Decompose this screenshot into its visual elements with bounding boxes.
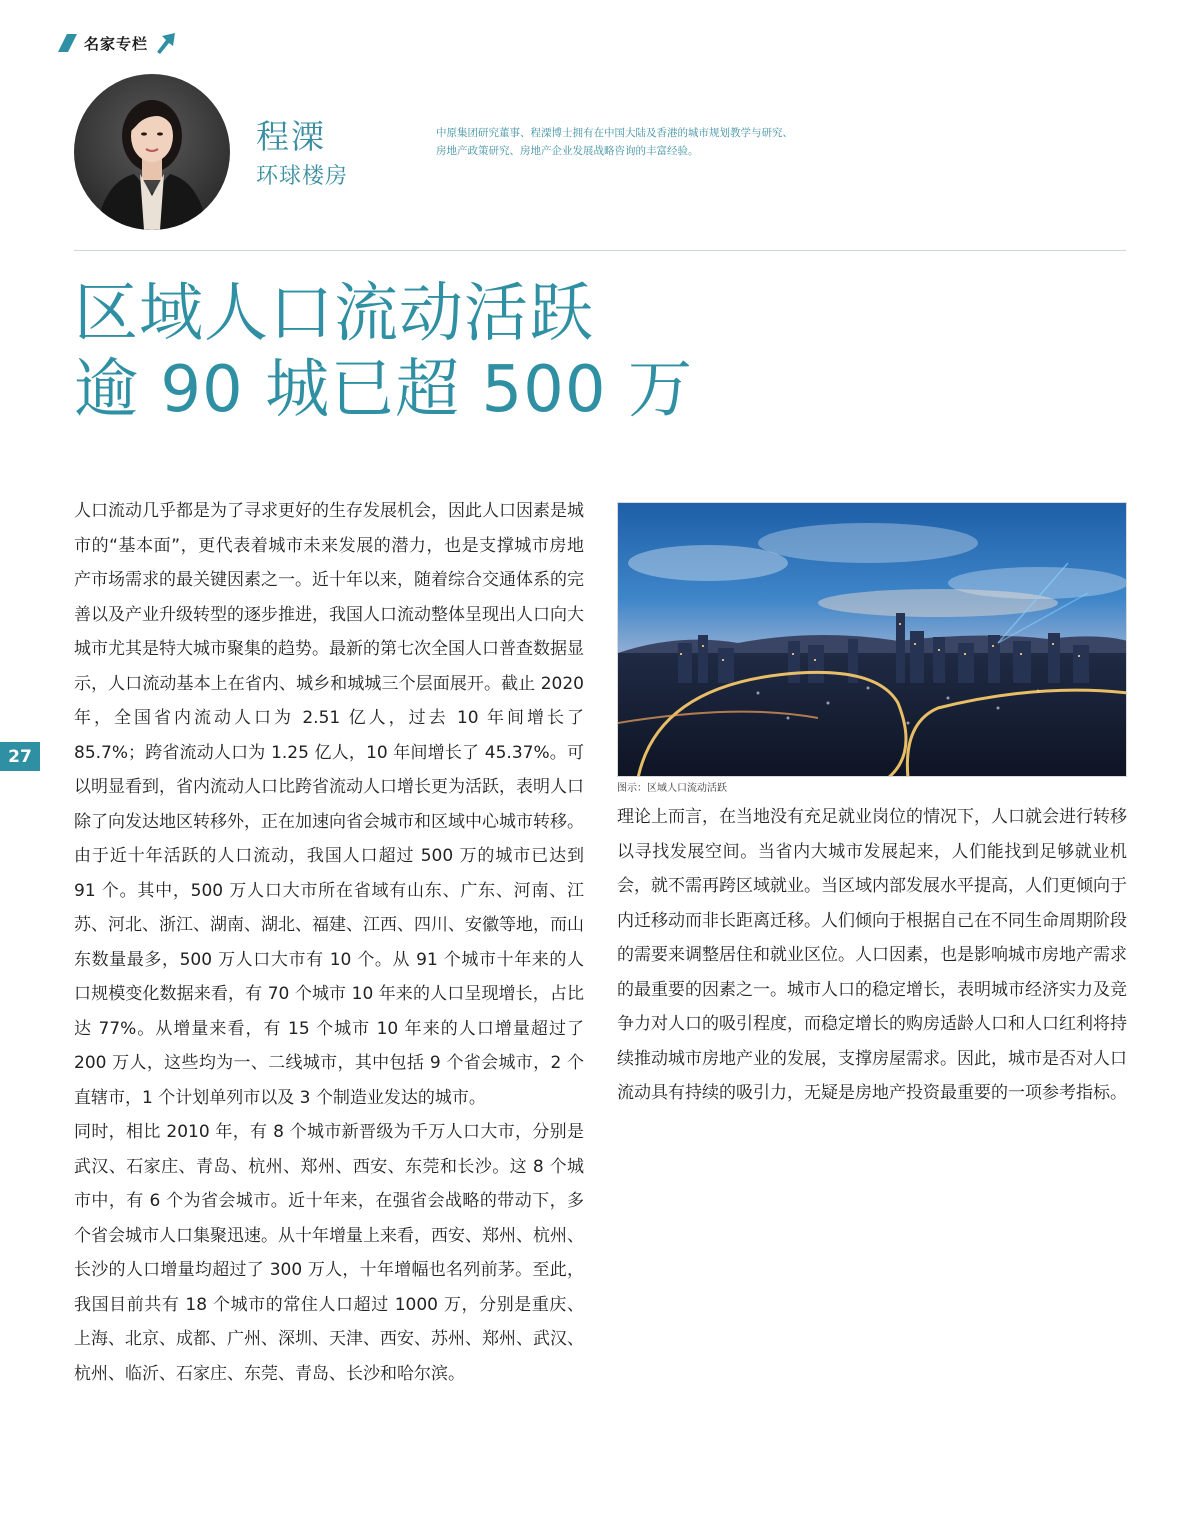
author-avatar	[74, 74, 230, 230]
article-paragraph: 理论上而言，在当地没有充足就业岗位的情况下，人口就会进行转移以寻找发展空间。当省内大城市发展起来，人们能找到足够就业机会，就不需再跨区域就业。当区域内部发展水平提高，人们更倾向于内迁移动而非长距离迁移。人们倾向于根据自己在不同生命周期阶段的需要来调整居住和就业区位。人口因素，也是影响城市房地产需求的最重要的因素之一。城市人口的稳定增长，表明城市经济实力及竞争力对人口的吸引程度，而稳定增长的购房适龄人口和人口红利将持续推动城市房地产业的发展，支撑房屋需求。因此，城市是否对人口流动具有持续的吸引力，无疑是房地产投资最重要的一项参考指标。	[617, 807, 1127, 1103]
author-portrait	[74, 74, 230, 230]
header-divider	[74, 250, 1126, 251]
arrow-up-right-icon	[154, 32, 176, 54]
article-paragraph: 同时，相比 2010 年，有 8 个城市新晋级为千万人口大市，分别是武汉、石家庄、青岛、杭州、郑州、西安、东莞和长沙。这 8 个城市中，有 6 个为省会城市。近十年来，在强省会战略的带动下，多个省会城市人口集聚迅速。从十年增量上来看，西安、郑州、杭州、长沙的人口增量均超过了 300 万人，十年增幅也名列前茅。至此，我国目前共有 18 个城市的常住人口超过 1000 万，分别是重庆、上海、北京、成都、广州、深圳、天津、西安、苏州、郑州、武汉、杭州、临沂、石家庄、东莞、青岛、长沙和哈尔滨。	[74, 1122, 584, 1384]
article-paragraph: 由于近十年活跃的人口流动，我国人口超过 500 万的城市已达到 91 个。其中，500 万人口大市所在省域有山东、广东、河南、江苏、河北、浙江、湖南、湖北、福建、江西、四川、安徽等地，而山东数量最多，500 万人口大市有 10 个。从 91 个城市十年来的人口规模变化数据来看，有 70 个城市 10 年来的人口呈现增长，占比达 77%。从增量来看，有 15 个城市 10 年来的人口增量超过了 200 万人，这些均为一、二线城市，其中包括 9 个省会城市，2 个直辖市，1 个计划单列市以及 3 个制造业发达的城市。	[74, 846, 584, 1108]
page-number: 27	[0, 742, 40, 771]
article-figure	[617, 502, 1127, 777]
author-bio	[436, 124, 816, 160]
article-title-line-1: 区域人口流动活跃	[74, 277, 594, 351]
slash-icon	[58, 32, 80, 54]
article-title-line-2: 逾 90 城已超 500 万	[74, 353, 693, 427]
figure-caption: 图示：区域人口流动活跃	[617, 783, 727, 794]
article-column-left	[74, 494, 584, 1391]
section-tag	[58, 30, 176, 56]
section-label: 名家专栏	[84, 34, 149, 53]
article-title	[74, 276, 693, 428]
author-name: 程溧	[256, 117, 326, 156]
article-paragraph: 人口流动几乎都是为了寻求更好的生存发展机会，因此人口因素是城市的“基本面”，更代表着城市未来发展的潜力，也是支撑城市房地产市场需求的最关键因素之一。近十年以来，随着综合交通体系的完善以及产业升级转型的逐步推进，我国人口流动整体呈现出人口向大城市尤其是特大城市聚集的趋势。最新的第七次全国人口普查数据显示，人口流动基本上在省内、城乡和城城三个层面展开。截止 2020 年，全国省内流动人口为 2.51 亿人，过去 10 年间增长了 85.7%；跨省流动人口为 1.25 亿人，10 年间增长了 45.37%。可以明显看到，省内流动人口比跨省流动人口增长更为活跃，表明人口除了向发达地区转移外，正在加速向省会城市和区域中心城市转移。	[74, 501, 584, 832]
author-organization: 环球楼房	[256, 164, 349, 189]
author-bio-line: 房地产政策研究、房地产企业发展战略咨询的丰富经验。	[436, 145, 699, 157]
author-bio-line: 中原集团研究董事、程溧博士拥有在中国大陆及香港的城市规划教学与研究、	[436, 127, 793, 139]
article-column-right	[617, 800, 1127, 1111]
city-skyline-photo	[618, 503, 1127, 777]
